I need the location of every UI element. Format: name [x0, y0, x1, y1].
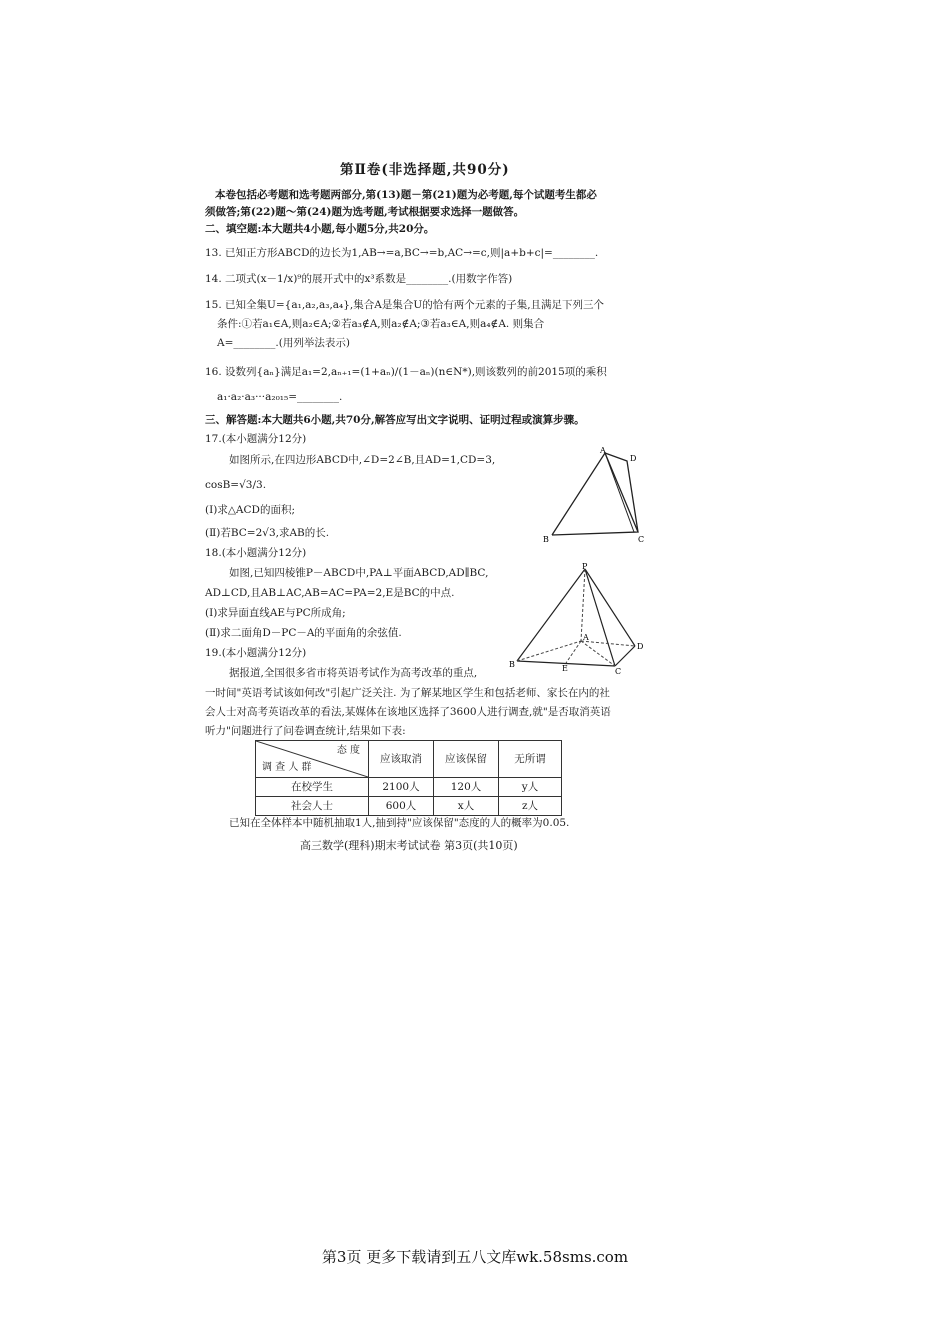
section-answer: 三、解答题:本大题共6小题,共70分,解答应写出文字说明、证明过程或演算步骤。	[205, 414, 585, 426]
table-header-cell: 无所谓	[499, 741, 562, 778]
question-17-line-4: (Ⅱ)若BC=2√3,求AB的长.	[205, 527, 330, 539]
question-17-head: 17.(本小题满分12分)	[205, 433, 307, 445]
table-header-cell: 应该保留	[434, 741, 499, 778]
question-19-line-4: 听力"问题进行了问卷调查统计,结果如下表:	[205, 725, 406, 737]
table-row	[256, 797, 562, 816]
question-19-after: 已知在全体样本中随机抽取1人,抽到持"应该保留"态度的人的概率为0.05.	[229, 817, 570, 829]
scanned-exam-page	[195, 155, 665, 860]
question-17-line-3: (Ⅰ)求△ACD的面积;	[205, 504, 295, 516]
intro-line-2: 须做答;第(22)题～第(24)题为选考题,考试根据要求选择一题做答。	[205, 206, 525, 218]
table-cell: y人	[499, 778, 562, 797]
fig18-label-a: A	[583, 633, 589, 642]
fig17-label-b: B	[543, 535, 549, 544]
pyramid-figure	[507, 563, 655, 675]
question-15-line-2: 条件:①若a₁∈A,则a₂∈A;②若a₃∉A,则a₂∉A;③若a₃∈A,则a₄∉A. 则集合	[217, 318, 545, 330]
fig18-label-p: P	[582, 563, 588, 571]
table-row-label: 社会人士	[256, 797, 369, 816]
section-title: 第Ⅱ卷(非选择题,共90分)	[340, 162, 510, 178]
question-17-line-1: 如图所示,在四边形ABCD中,∠D=2∠B,且AD=1,CD=3,	[229, 454, 496, 466]
question-18-line-3: (Ⅰ)求异面直线AE与PC所成角;	[205, 607, 346, 619]
table-row	[256, 778, 562, 797]
question-19-line-3: 会人士对高考英语改革的看法,某媒体在该地区选择了3600人进行调查,就"是否取消英语	[205, 706, 611, 718]
question-13: 13. 已知正方形ABCD的边长为1,AB→=a,BC→=b,AC→=c,则|a+b+c|=________.	[205, 247, 599, 259]
page-footer: 第3页 更多下载请到五八文库wk.58sms.com	[321, 1248, 629, 1266]
section-fill-blank: 二、填空题:本大题共4小题,每小题5分,共20分。	[205, 223, 435, 235]
table-corner-cell	[256, 741, 369, 778]
question-15-line-3: A=________.(用列举法表示)	[217, 337, 350, 349]
table-row-label: 在校学生	[256, 778, 369, 797]
fig17-label-c: C	[638, 535, 645, 544]
table-cell: 600人	[369, 797, 434, 816]
fig17-label-a: A	[600, 447, 606, 455]
fig18-label-d: D	[637, 642, 644, 651]
survey-table	[255, 740, 562, 816]
table-cell: z人	[499, 797, 562, 816]
question-18-line-2: AD⊥CD,且AB⊥AC,AB=AC=PA=2,E是BC的中点.	[205, 587, 455, 599]
quadrilateral-figure	[540, 447, 655, 547]
table-cell: 2100人	[369, 778, 434, 797]
table-cell: x人	[434, 797, 499, 816]
question-19-line-2: 一时间"英语考试该如何改"引起广泛关注. 为了解某地区学生和包括老师、家长在内的社	[205, 687, 610, 699]
fig18-label-e: E	[562, 664, 568, 673]
fig18-label-c: C	[615, 667, 622, 675]
question-19-line-1: 据报道,全国很多省市将英语考试作为高考改革的重点,	[229, 667, 478, 679]
question-18-head: 18.(本小题满分12分)	[205, 547, 307, 559]
question-19-head: 19.(本小题满分12分)	[205, 647, 307, 659]
table-header-row	[256, 741, 562, 778]
question-16-line-1: 16. 设数列{aₙ}满足a₁=2,aₙ₊₁=(1+aₙ)/(1－aₙ)(n∈N*),则该数列的前2015项的乘积	[205, 366, 607, 378]
table-header-cell: 应该取消	[369, 741, 434, 778]
question-14: 14. 二项式(x－1/x)⁹的展开式中的x³系数是________.(用数字作答)	[205, 273, 513, 285]
question-18-line-1: 如图,已知四棱锥P－ABCD中,PA⊥平面ABCD,AD∥BC,	[229, 567, 489, 579]
fig17-label-d: D	[630, 454, 637, 463]
intro-line-1: 本卷包括必考题和选考题两部分,第(13)题－第(21)题为必考题,每个试题考生都必	[215, 189, 597, 201]
question-18-line-4: (Ⅱ)求二面角D－PC－A的平面角的余弦值.	[205, 627, 402, 639]
fig18-label-b: B	[509, 660, 515, 669]
question-15-line-1: 15. 已知全集U={a₁,a₂,a₃,a₄},集合A是集合U的恰有两个元素的子集,且满足下列三个	[205, 299, 605, 311]
table-cell: 120人	[434, 778, 499, 797]
corner-top-label: 态 度	[336, 745, 360, 756]
corner-bottom-label: 调 查 人 群	[262, 761, 312, 773]
question-16-line-2: a₁·a₂·a₃···a₂₀₁₅=________.	[217, 391, 343, 403]
question-17-line-2: cosB=√3/3.	[205, 479, 267, 491]
exam-footer: 高三数学(理科)期末考试试卷 第3页(共10页)	[300, 839, 518, 852]
